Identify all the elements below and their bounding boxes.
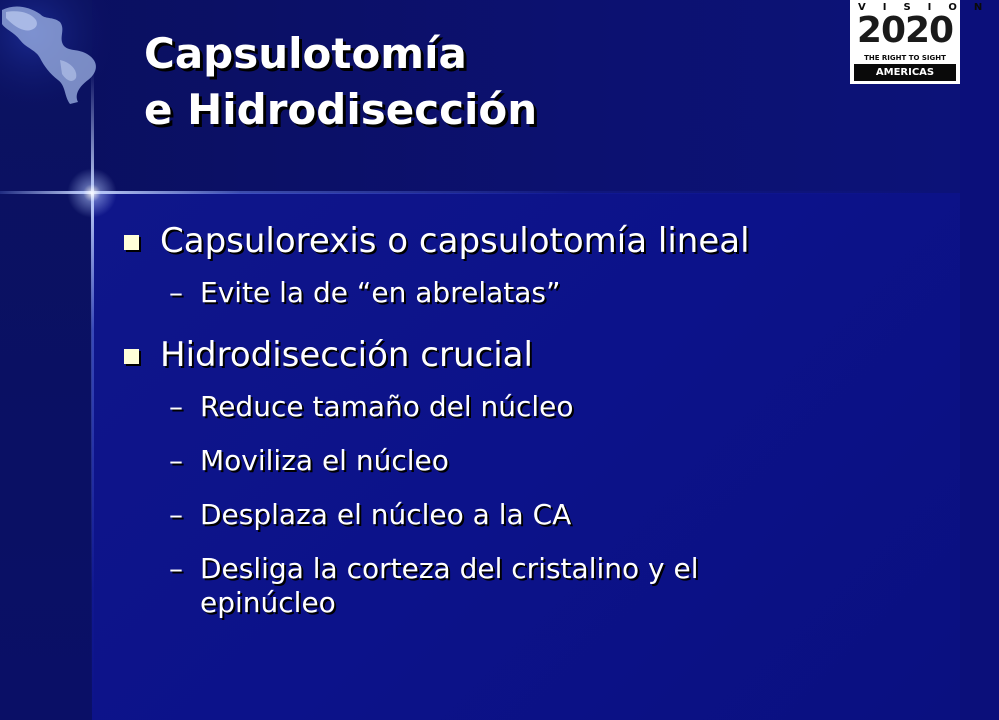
sub-bullet-item bbox=[124, 390, 944, 424]
light-flare-horizontal bbox=[0, 191, 960, 194]
logo-region-bar: AMERICAS bbox=[854, 64, 956, 81]
slide-body bbox=[124, 218, 944, 620]
sub-bullet-item bbox=[124, 552, 840, 620]
vision-2020-logo bbox=[850, 0, 999, 84]
dash-bullet-icon: – bbox=[169, 552, 183, 585]
logo-tagline: THE RIGHT TO SIGHT bbox=[864, 54, 946, 62]
sub-bullet-item bbox=[124, 276, 944, 310]
square-bullet-icon bbox=[124, 349, 139, 364]
sub-bullet-text: Desliga la corteza del cristalino y el epinúcleo bbox=[200, 552, 699, 619]
slide-title-line-1: Capsulotomía bbox=[144, 29, 467, 78]
light-flare-glow bbox=[67, 168, 117, 218]
sub-bullet-text: Moviliza el núcleo bbox=[200, 444, 449, 477]
bullet-text: Hidrodisección crucial bbox=[160, 335, 533, 375]
bullet-item bbox=[124, 332, 944, 378]
sub-bullet-text: Evite la de “en abrelatas” bbox=[200, 276, 561, 309]
slide-title bbox=[144, 26, 537, 138]
bullet-text: Capsulorexis o capsulotomía lineal bbox=[160, 221, 750, 261]
dash-bullet-icon: – bbox=[169, 390, 183, 423]
bullet-item bbox=[124, 218, 944, 264]
dash-bullet-icon: – bbox=[169, 498, 183, 531]
logo-vision-text: VISION bbox=[858, 2, 999, 13]
sub-bullet-text: Desplaza el núcleo a la CA bbox=[200, 498, 572, 531]
dash-bullet-icon: – bbox=[169, 444, 183, 477]
dash-bullet-icon: – bbox=[169, 276, 183, 309]
square-bullet-icon bbox=[124, 235, 139, 250]
logo-2020-text: 2020 bbox=[856, 10, 954, 51]
sub-bullet-text: Reduce tamaño del núcleo bbox=[200, 390, 574, 423]
sub-bullet-item bbox=[124, 444, 944, 478]
slide-title-line-2: e Hidrodisección bbox=[144, 85, 538, 134]
sub-bullet-item bbox=[124, 498, 944, 532]
